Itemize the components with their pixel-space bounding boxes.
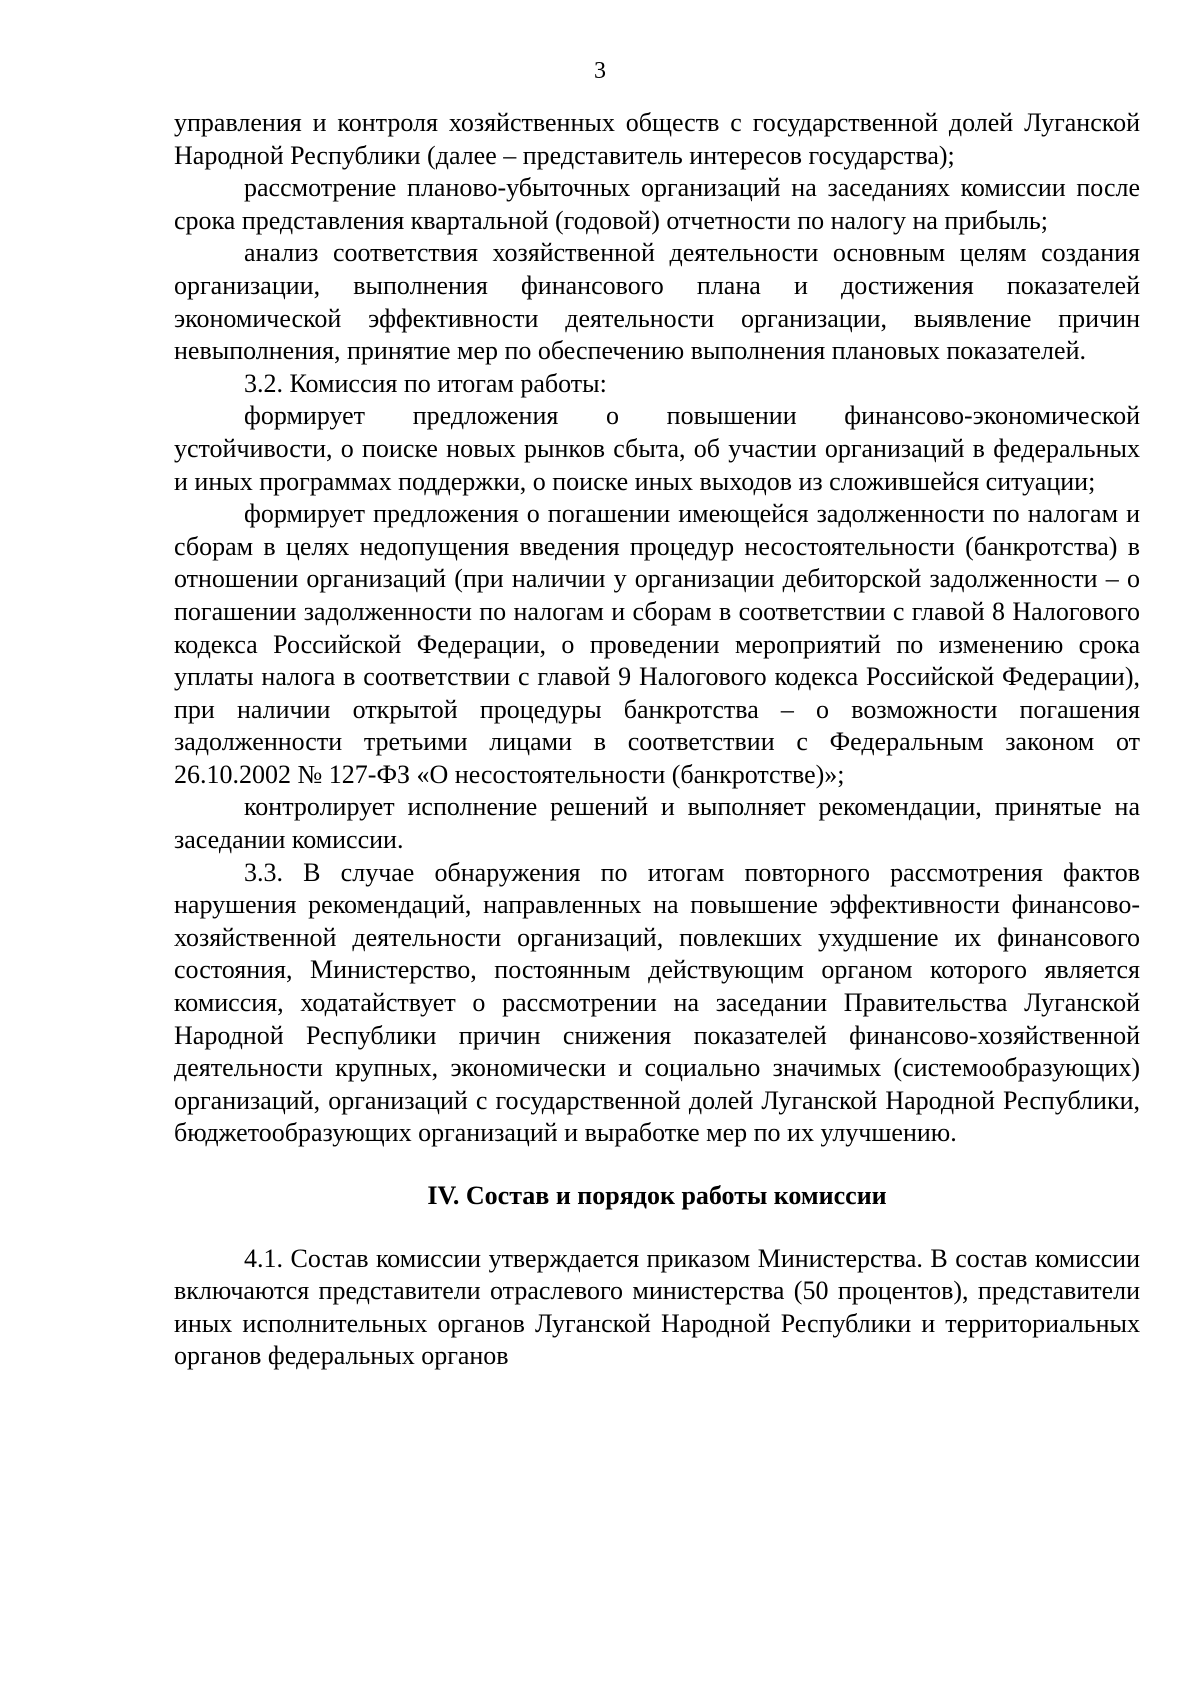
paragraph: анализ соответствия хозяйственной деятельности основным целям создания организации, выполнения финансового плана и достижения показателей экономической эффективности деятельности организации, выявление причин невыполнения, принятие мер по обеспечению выполнения плановых показателей. bbox=[174, 238, 1140, 366]
paragraph: 3.2. Комиссия по итогам работы: bbox=[244, 368, 607, 398]
paragraph: рассмотрение планово-убыточных организаций на заседаниях комиссии после срока представления квартальной (годовой) отчетности по налогу на прибыль; bbox=[174, 173, 1140, 235]
paragraph: 3.3. В случае обнаружения по итогам повторного рассмотрения фактов нарушения рекомендаций, направленных на повышение эффективности финансово-хозяйственной деятельности организаций, повлекших ухудшение их финансового состояния, Министерство, постоянным действующим органом которого является комиссия, ходатайствует о рассмотрении на заседании Правительства Луганской Народной Республики причин снижения показателей финансово-хозяйственной деятельности крупных, экономически и социально значимых (системообразующих) организаций, организаций с государственной долей Луганской Народной Республики, бюджетообразующих организаций и выработке мер по их улучшению. bbox=[174, 857, 1140, 1148]
paragraph: 4.1. Состав комиссии утверждается приказом Министерства. В состав комиссии включаются представители отраслевого министерства (50 процентов), представители иных исполнительных органов Луганской Народной Республики и территориальных органов федеральных органов bbox=[174, 1243, 1140, 1371]
paragraph: управления и контроля хозяйственных обществ с государственной долей Луганской Народной Республики (далее – представитель интересов государства); bbox=[174, 108, 1140, 170]
paragraph: формирует предложения о погашении имеющейся задолженности по налогам и сборам в целях недопущения введения процедур несостоятельности (банкротства) в отношении организаций (при наличии у организации дебиторской задолженности – о погашении задолженности по налогам и сборам в соответствии с главой 8 Налогового кодекса Российской Федерации, о проведении мероприятий по изменению срока уплаты налога в соответствии с главой 9 Налогового кодекса Российской Федерации), при наличии открытой процедуры банкротства – о возможности погашения задолженности третьими лицами в соответствии с Федеральным законом от 26.10.2002 № 127-ФЗ «О несостоятельности (банкротстве)»; bbox=[174, 499, 1140, 789]
paragraph: контролирует исполнение решений и выполняет рекомендации, принятые на заседании комиссии. bbox=[174, 792, 1140, 855]
paragraph: формирует предложения о повышении финансово-экономической устойчивости, о поиске новых рынков сбыта, об участии организаций в федеральных и иных программах поддержки, о поиске иных выходов из сложившейся ситуации; bbox=[174, 401, 1140, 496]
document-body bbox=[174, 107, 1140, 1373]
page-number: 3 bbox=[594, 58, 606, 84]
section-heading: IV. Состав и порядок работы комиссии bbox=[427, 1181, 887, 1210]
